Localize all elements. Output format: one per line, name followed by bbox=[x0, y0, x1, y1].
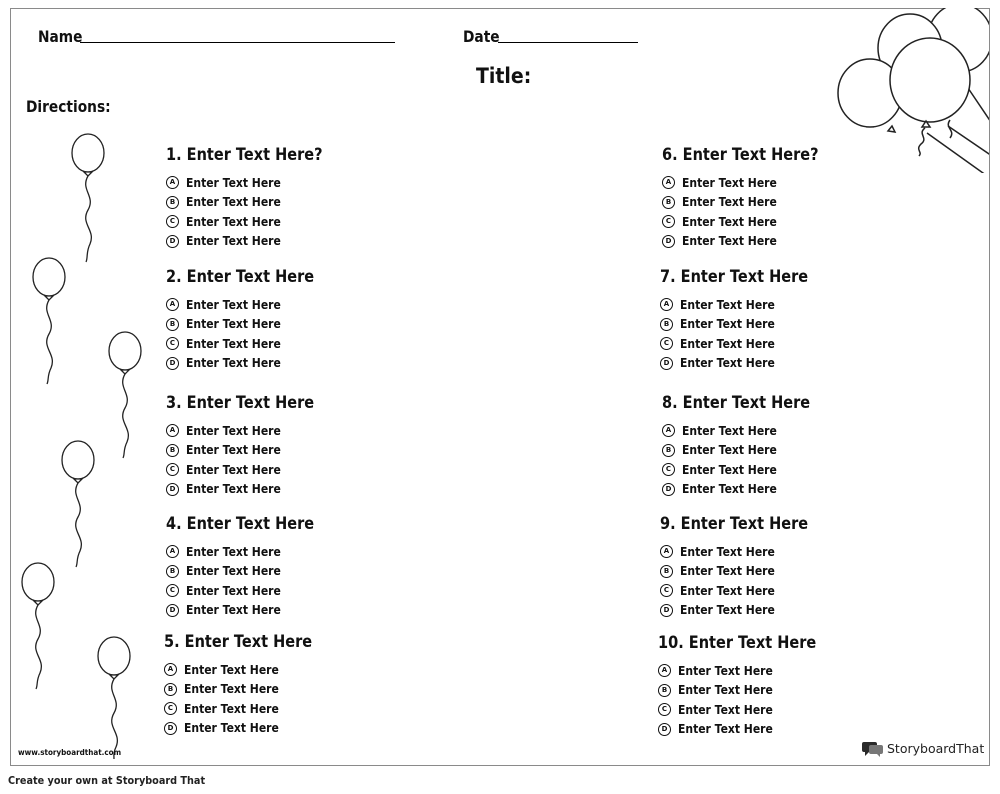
question-prompt: 5. Enter Text Here bbox=[164, 632, 313, 651]
answer-text: Enter Text Here bbox=[682, 443, 777, 458]
answer-text: Enter Text Here bbox=[680, 603, 775, 618]
answer-bubble[interactable]: C bbox=[164, 702, 177, 715]
answer-bubble[interactable]: D bbox=[166, 483, 179, 496]
answer-text: Enter Text Here bbox=[682, 462, 777, 477]
brand-logo[interactable] bbox=[862, 740, 984, 757]
answer-bubble[interactable]: C bbox=[166, 584, 179, 597]
answer-bubble[interactable]: B bbox=[166, 444, 179, 457]
answer-text: Enter Text Here bbox=[678, 722, 773, 737]
answer-bubble[interactable]: A bbox=[660, 545, 673, 558]
answer-bubble[interactable]: D bbox=[166, 235, 179, 248]
answer-bubble[interactable]: D bbox=[166, 604, 179, 617]
answer-bubble[interactable]: B bbox=[660, 318, 673, 331]
brand-name: StoryboardThat bbox=[887, 741, 985, 756]
answer-bubble[interactable]: A bbox=[166, 545, 179, 558]
answer-text: Enter Text Here bbox=[184, 662, 279, 677]
credit-link[interactable]: Create your own at Storyboard That bbox=[8, 774, 206, 787]
answer-bubble[interactable]: D bbox=[662, 235, 675, 248]
answer-text: Enter Text Here bbox=[682, 482, 777, 497]
balloon-icon bbox=[22, 563, 54, 689]
answer-bubble[interactable]: C bbox=[660, 337, 673, 350]
answer-bubble[interactable]: B bbox=[166, 196, 179, 209]
answer-bubble[interactable]: C bbox=[658, 703, 671, 716]
balloon-icon bbox=[72, 134, 104, 262]
answer-bubble[interactable]: A bbox=[166, 424, 179, 437]
answer-text: Enter Text Here bbox=[186, 564, 281, 579]
answer-text: Enter Text Here bbox=[678, 702, 773, 717]
answer-bubble[interactable]: A bbox=[662, 424, 675, 437]
answer-bubble[interactable]: B bbox=[166, 318, 179, 331]
balloon-icon bbox=[109, 332, 141, 458]
answer-bubble[interactable]: B bbox=[658, 684, 671, 697]
answer-bubble[interactable]: B bbox=[660, 565, 673, 578]
answer-text: Enter Text Here bbox=[186, 583, 281, 598]
answer-bubble[interactable]: C bbox=[662, 215, 675, 228]
answer-text: Enter Text Here bbox=[186, 195, 281, 210]
question-prompt: 3. Enter Text Here bbox=[166, 393, 315, 412]
answer-bubble[interactable]: C bbox=[166, 337, 179, 350]
answer-text: Enter Text Here bbox=[682, 214, 777, 229]
answer-text: Enter Text Here bbox=[186, 482, 281, 497]
answer-text: Enter Text Here bbox=[680, 356, 775, 371]
answer-text: Enter Text Here bbox=[186, 443, 281, 458]
answer-text: Enter Text Here bbox=[186, 297, 281, 312]
balloon-icon bbox=[98, 637, 130, 759]
answer-text: Enter Text Here bbox=[186, 317, 281, 332]
answer-bubble[interactable]: C bbox=[660, 584, 673, 597]
footer-url[interactable]: www.storyboardthat.com bbox=[18, 748, 122, 757]
answer-text: Enter Text Here bbox=[680, 583, 775, 598]
answer-bubble[interactable]: D bbox=[660, 357, 673, 370]
answer-bubble[interactable]: B bbox=[662, 196, 675, 209]
answer-text: Enter Text Here bbox=[186, 423, 281, 438]
answer-text: Enter Text Here bbox=[680, 336, 775, 351]
answer-text: Enter Text Here bbox=[186, 175, 281, 190]
question-prompt: 4. Enter Text Here bbox=[166, 514, 315, 533]
answer-bubble[interactable]: C bbox=[662, 463, 675, 476]
answer-bubble[interactable]: A bbox=[166, 298, 179, 311]
answer-text: Enter Text Here bbox=[682, 423, 777, 438]
answer-text: Enter Text Here bbox=[184, 682, 279, 697]
answer-bubble[interactable]: D bbox=[164, 722, 177, 735]
answer-text: Enter Text Here bbox=[682, 234, 777, 249]
name-label: Name bbox=[38, 27, 83, 46]
question-prompt: 8. Enter Text Here bbox=[662, 393, 811, 412]
answer-bubble[interactable]: D bbox=[658, 723, 671, 736]
answer-bubble[interactable]: C bbox=[166, 215, 179, 228]
question-prompt: 7. Enter Text Here bbox=[660, 267, 809, 286]
question-prompt: 2. Enter Text Here bbox=[166, 267, 315, 286]
date-label: Date bbox=[463, 27, 500, 46]
answer-text: Enter Text Here bbox=[184, 721, 279, 736]
answer-bubble[interactable]: B bbox=[662, 444, 675, 457]
answer-bubble[interactable]: A bbox=[166, 176, 179, 189]
answer-bubble[interactable]: A bbox=[660, 298, 673, 311]
balloon-icon bbox=[33, 258, 65, 384]
answer-text: Enter Text Here bbox=[184, 701, 279, 716]
answer-text: Enter Text Here bbox=[682, 175, 777, 190]
question-prompt: 6. Enter Text Here? bbox=[662, 145, 819, 164]
answer-bubble[interactable]: A bbox=[658, 664, 671, 677]
answer-text: Enter Text Here bbox=[678, 683, 773, 698]
answer-text: Enter Text Here bbox=[186, 234, 281, 249]
answer-text: Enter Text Here bbox=[186, 356, 281, 371]
answer-text: Enter Text Here bbox=[680, 317, 775, 332]
answer-text: Enter Text Here bbox=[186, 603, 281, 618]
answer-bubble[interactable]: D bbox=[660, 604, 673, 617]
answer-text: Enter Text Here bbox=[186, 462, 281, 477]
answer-text: Enter Text Here bbox=[186, 336, 281, 351]
answer-bubble[interactable]: C bbox=[166, 463, 179, 476]
answer-bubble[interactable]: D bbox=[662, 483, 675, 496]
balloon-bunch-icon bbox=[830, 8, 990, 173]
answer-text: Enter Text Here bbox=[682, 195, 777, 210]
answer-bubble[interactable]: A bbox=[662, 176, 675, 189]
answer-text: Enter Text Here bbox=[680, 544, 775, 559]
directions-label: Directions: bbox=[26, 97, 111, 116]
answer-bubble[interactable]: A bbox=[164, 663, 177, 676]
answer-bubble[interactable]: B bbox=[166, 565, 179, 578]
question-prompt: 1. Enter Text Here? bbox=[166, 145, 323, 164]
question-prompt: 9. Enter Text Here bbox=[660, 514, 809, 533]
storyboardthat-logo-icon bbox=[862, 740, 884, 757]
answer-text: Enter Text Here bbox=[186, 544, 281, 559]
answer-text: Enter Text Here bbox=[678, 663, 773, 678]
answer-text: Enter Text Here bbox=[680, 564, 775, 579]
balloon-icon bbox=[62, 441, 94, 567]
answer-text: Enter Text Here bbox=[680, 297, 775, 312]
page-title: Title: bbox=[476, 64, 532, 88]
question-prompt: 10. Enter Text Here bbox=[658, 633, 817, 652]
answer-text: Enter Text Here bbox=[186, 214, 281, 229]
answer-bubble[interactable]: D bbox=[166, 357, 179, 370]
answer-bubble[interactable]: B bbox=[164, 683, 177, 696]
